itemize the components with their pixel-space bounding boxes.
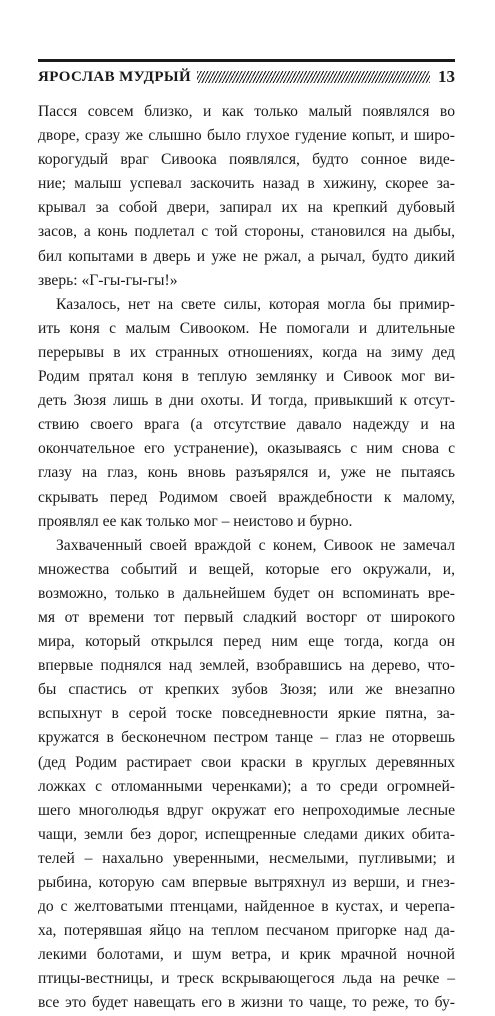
running-title: ЯРОСЛАВ МУДРЫЙ [38,69,192,85]
text-line: окончательное его устранение), оказываясь с ним снова с [38,440,455,458]
text-line: глазу на глаз, конь вновь разъярялся и, уже не пытаясь [38,464,455,482]
text-line: все это будет навещать его в жизни то чаще, то реже, то бу- [38,994,455,1012]
text-line: деть Зюзя лишь в дни охоты. И тогда, привыкший к отсут- [38,392,455,410]
text-line: ить коня с малым Сивооком. Не помогали и длительные [38,319,455,337]
body-text [38,100,455,1016]
text-line: шего многолюдья вдруг окружат его непроходимые лесные [38,801,455,819]
text-line: корогудый враг Сивоока появлялся, будто сонное виде- [38,151,455,169]
text-line: мя от времени тот первый сладкий восторг от широкого [38,608,455,626]
text-line: крывал за собой двери, запирал их на крепкий дубовый [38,199,455,217]
text-line: Казалось, нет на свете силы, которая могла бы примир- [56,295,455,313]
text-line: чащи, земли без дорог, испещренные следами диких обита- [38,825,455,843]
text-line: проявлял ее как только мог – неистово и бурно. [38,512,353,530]
header-row [38,66,455,88]
text-line: ние; малыш успевал заскочить назад в хижину, скорее за- [38,175,455,193]
text-line: телей – нахально уверенными, несмелыми, пугливыми; и [38,849,455,867]
text-line: засов, а конь подлетал с той стороны, становился на дыбы, [38,223,455,241]
text-line: рыбина, которую сам впервые вытряхнул из верши, и гнез- [38,874,455,891]
text-line: лекими болотами, и шум ветра, и крик мрачной ночной [38,946,455,964]
header-top-rule [38,59,455,62]
page-number: 13 [438,67,455,86]
text-line: мира, который открылся перед ним еще тогда, когда он [38,633,455,651]
text-line: скрывать перед Родимом своей враждебности к малому, [38,488,455,506]
text-line: бил копытами в дверь и уже не ржал, а рычал, будто дикий [38,247,455,265]
text-line: перерывы в их странных отношениях, когда на зиму дед [38,343,455,361]
header-hatch-ornament [197,71,430,83]
text-line: до с желтоватыми птенцами, найденное в кустах, и черепа- [38,898,455,916]
text-line: дворе, сразу же слышно было глухое гудение копыт, и широ- [38,127,455,145]
running-header [38,50,455,98]
text-line: зверь: «Г-гы-гы-гы!» [38,271,178,289]
text-line: Захваченный своей враждой с конем, Сивоок не замечал [56,536,455,554]
text-line: Пасся совсем близко, и как только малый появлялся во [38,103,455,120]
text-line: кружатся в бесконечном пестром танце – глаз не оторвешь [38,729,455,747]
text-line: множества событий и вещей, которые его окружали, и, [38,560,455,578]
text-line: вспыхнут в серой тоске повседневности яркие пятна, за- [38,705,455,723]
text-line: бы спастись от крепких зубов Зюзя; или же внезапно [38,681,455,699]
text-line: впервые поднялся над землей, взобравшись на дерево, что- [38,657,455,675]
text-line: возможно, только в дальнейшем будет он вспоминать вре- [38,584,455,602]
text-line: ствию своего врага (а отсутствие давало надежду и на [38,416,455,434]
text-line: Родим прятал коня в теплую землянку и Сивоок мог ви- [38,368,455,386]
text-line: ложках с отломанными черенками); а то среди огромней- [38,777,455,795]
text-line: ха, потерявшая яйцо на теплом песчаном пригорке над да- [38,922,455,940]
text-line: (дед Родим растирает свои краски в круглых деревянных [38,753,455,771]
text-line: птицы-вестницы, и треск вскрывающегося льда на речке – [38,970,455,988]
